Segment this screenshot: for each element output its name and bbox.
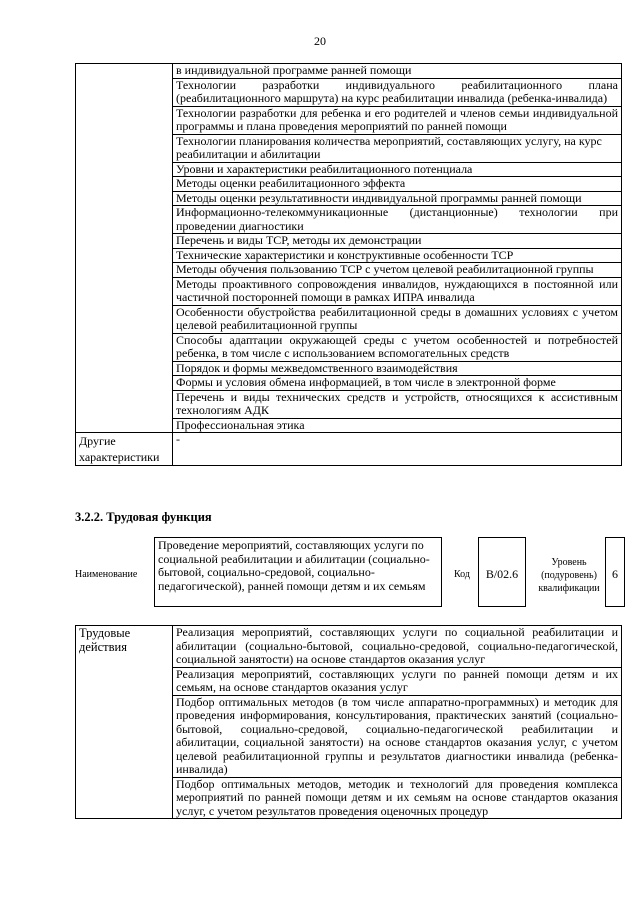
- labor-action: Подбор оптимальных методов (в том числе аппаратно-программных) и методик для проведения информирования, консультирования, практических занятий (социально-бытовой, социально-средовой, социально-педагогической реабилитации и абилитации, социальной занятости) на основе стандартов оказания услуг, с учетом целевой реабилитационной группы и результатов диагностики инвалида (ребенка-инвалида): [173, 695, 622, 777]
- knowledge-item: Формы и условия обмена информацией, в том числе в электронной форме: [173, 376, 622, 391]
- knowledge-item: Технологии разработки для ребенка и его родителей и членов семьи индивидуальной программы и плана проведения мероприятий по ранней помощи: [173, 106, 622, 134]
- qualification-level: 6: [605, 537, 625, 607]
- knowledge-item: Методы оценки реабилитационного эффекта: [173, 177, 622, 192]
- knowledge-item: Технологии разработки индивидуального реабилитационного плана (реабилитационного маршрута) на курс реабилитации инвалида (ребенка-инвалида): [173, 78, 622, 106]
- knowledge-item: Методы оценки результативности индивидуальной программы ранней помощи: [173, 191, 622, 206]
- section-title: 3.2.2. Трудовая функция: [75, 510, 212, 524]
- knowledge-item: Уровни и характеристики реабилитационного потенциала: [173, 162, 622, 177]
- knowledge-table: [75, 63, 622, 466]
- knowledge-item: Перечень и виды технических средств и устройств, относящихся к ассистивным технологиям АДК: [173, 390, 622, 418]
- labor-action: Реализация мероприятий, составляющих услуги по ранней помощи детям и их семьям, на основе стандартов оказания услуг: [173, 667, 622, 695]
- other-characteristics-label: Другие характеристики: [76, 433, 173, 466]
- name-label: Наименование: [75, 569, 138, 580]
- other-characteristics-value: -: [173, 433, 622, 466]
- knowledge-item: Порядок и формы межведомственного взаимодействия: [173, 361, 622, 376]
- knowledge-item: Методы проактивного сопровождения инвалидов, нуждающихся в постоянной или частичной посторонней помощи в рамках ИПРА инвалида: [173, 277, 622, 305]
- labor-actions-label: Трудовые действия: [76, 626, 173, 819]
- qualification-level-label: Уровень (подуровень) квалификации: [538, 557, 600, 594]
- knowledge-item: Профессиональная этика: [173, 418, 622, 433]
- knowledge-item: в индивидуальной программе ранней помощи: [173, 64, 622, 79]
- knowledge-item: Способы адаптации окружающей среды с учетом особенностей и потребностей ребенка, в том числе с использованием вспомогательных средств: [173, 333, 622, 361]
- function-name: Проведение мероприятий, составляющих услуги по социальной реабилитации и абилитации (социально-бытовой, социально-средовой, социально-педагогической), ранней помощи детям и их семьям: [154, 537, 442, 607]
- labor-action: Подбор оптимальных методов, методик и технологий для проведения комплекса мероприятий по ранней помощи детям и их семьям на основе стандартов оказания услуг, с учетом результатов проведения оценочных процедур: [173, 777, 622, 819]
- knowledge-item: Особенности обустройства реабилитационной среды в домашних условиях с учетом целевой реабилитационной группы: [173, 305, 622, 333]
- labor-actions-table: [75, 625, 622, 819]
- function-header: [75, 533, 625, 615]
- function-code: B/02.6: [478, 537, 526, 607]
- knowledge-item: Методы обучения пользованию ТСР с учетом целевой реабилитационной группы: [173, 263, 622, 278]
- knowledge-item: Информационно-телекоммуникационные (дистанционные) технологии при проведении диагностики: [173, 206, 622, 234]
- page-number: 20: [314, 34, 326, 48]
- empty-label-cell: [76, 64, 173, 433]
- code-label: Код: [454, 569, 470, 580]
- knowledge-item: Технические характеристики и конструктивные особенности ТСР: [173, 248, 622, 263]
- knowledge-item: Перечень и виды ТСР, методы их демонстрации: [173, 234, 622, 249]
- labor-action: Реализация мероприятий, составляющих услуги по социальной реабилитации и абилитации (социально-бытовой, социально-средовой, социально-педагогической, социальной занятости) на основе стандартов оказания услуг: [173, 626, 622, 668]
- knowledge-item: Технологии планирования количества мероприятий, составляющих услугу, на курс реабилитации и абилитации: [173, 134, 622, 162]
